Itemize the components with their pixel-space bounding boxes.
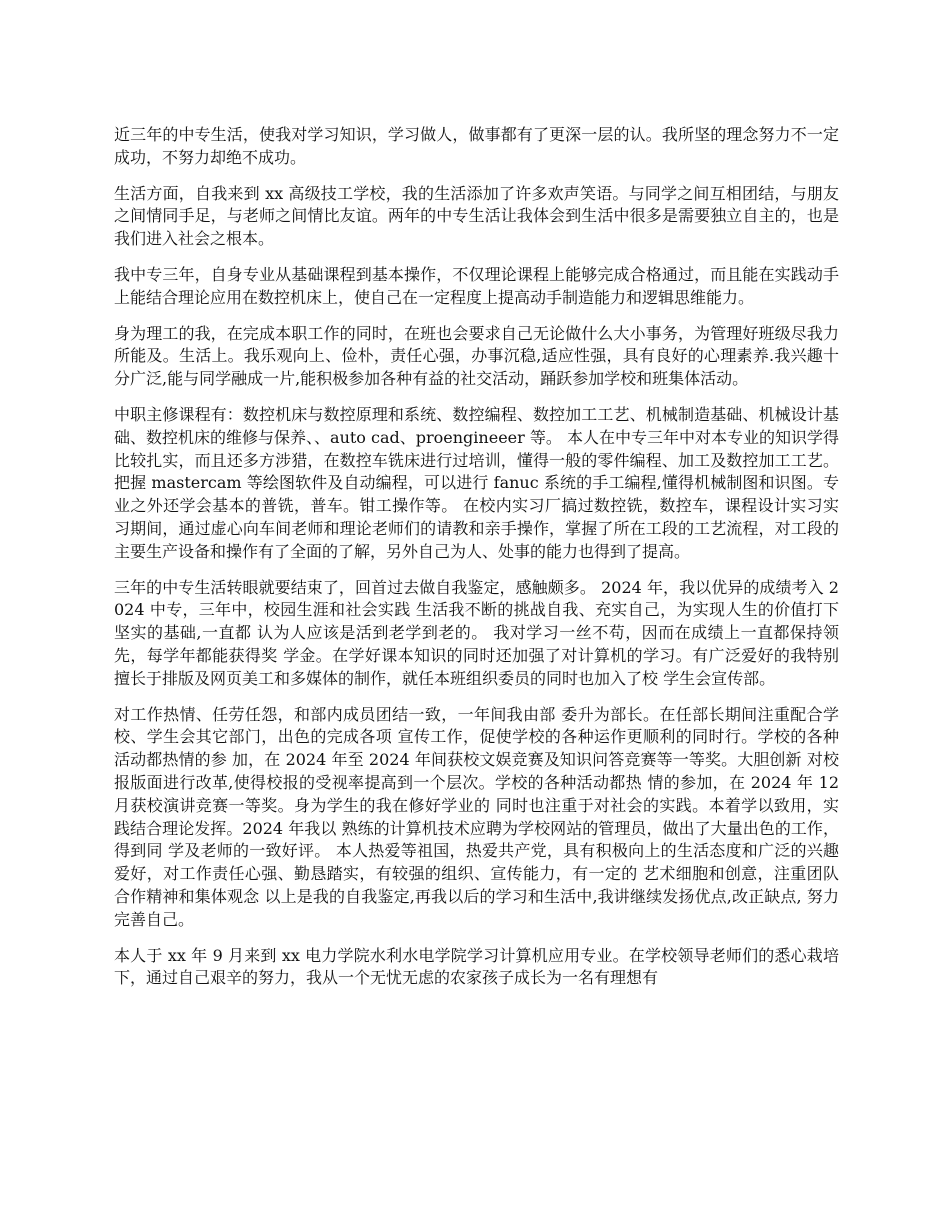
paragraph-2: 生活方面，自我来到 xx 高级技工学校，我的生活添加了许多欢声笑语。与同学之间互相团结，与朋友之间情同手足，与老师之间情比友谊。两年的中专生活让我体会到生活中很多是需要独立自主的，也是我们进入社会之根本。 bbox=[114, 183, 839, 249]
paragraph-3: 我中专三年，自身专业从基础课程到基本操作，不仅理论课程上能够完成合格通过，而且能在实践动手上能结合理论应用在数控机床上，使自己在一定程度上提高动手制造能力和逻辑思维能力。 bbox=[114, 264, 839, 307]
document-page bbox=[114, 124, 839, 1003]
paragraph-7: 对工作热情、任劳任怨，和部内成员团结一致，一年间我由部 委升为部长。在任部长期间注重配合学校、学生会其它部门，出色的完成各项 宣传工作，促使学校的各种运作更顺利的同时行。学校的各种活动都热情的参 加，在 2024 年至 2024 年间获校文娱竞赛及知识问答竞赛等一等奖。大胆创新 对校报版面进行改革,使得校报的受视率提高到一个层次。学校的各种活动都热 情的参加，在 2024 年 12 月获校演讲竞赛一等奖。身为学生的我在修好学业的 同时也注重于对社会的实践。本着学以致用，实践结合理论发挥。2024 年我以 熟练的计算机技术应聘为学校网站的管理员，做出了大量出色的工作，得到同 学及老师的一致好评。 本人热爱等祖国，热爱共产党，具有积极向上的生活态度和广泛的兴趣爱好，对工作责任心强、勤恳踏实，有较强的组织、宣传能力，有一定的 艺术细胞和创意，注重团队合作精神和集体观念 以上是我的自我鉴定,再我以后的学习和生活中,我讲继续发扬优点,改正缺点, 努力完善自己。 bbox=[114, 704, 839, 929]
paragraph-8: 本人于 xx 年 9 月来到 xx 电力学院水利水电学院学习计算机应用专业。在学校领导老师们的悉心栽培下，通过自己艰辛的努力，我从一个无忧无虑的农家孩子成长为一名有理想有 bbox=[114, 945, 839, 988]
paragraph-6: 三年的中专生活转眼就要结束了，回首过去做自我鉴定，感触颇多。 2024 年，我以优异的成绩考入 2024 中专，三年中，校园生涯和社会实践 生活我不断的挑战自我、充实自己，为实现人生的价值打下坚实的基础,一直都 认为人应该是活到老学到老的。 我对学习一丝不苟，因而在成绩上一直都保持领先，每学年都能获得奖 学金。在学好课本知识的同时还加强了对计算机的学习。有广泛爱好的我特别 擅长于排版及网页美工和多媒体的制作，就任本班组织委员的同时也加入了校 学生会宣传部。 bbox=[114, 577, 839, 688]
paragraph-4: 身为理工的我，在完成本职工作的同时，在班也会要求自己无论做什么大小事务，为管理好班级尽我力所能及。生活上。我乐观向上、俭朴，责任心强，办事沉稳,适应性强，具有良好的心理素养.我兴趣十分广泛,能与同学融成一片,能积极参加各种有益的社交活动，踊跃参加学校和班集体活动。 bbox=[114, 323, 839, 389]
paragraph-1: 近三年的中专生活，使我对学习知识，学习做人，做事都有了更深一层的认。我所坚的理念努力不一定成功，不努力却绝不成功。 bbox=[114, 125, 839, 167]
paragraph-5: 中职主修课程有：数控机床与数控原理和系统、数控编程、数控加工工艺、机械制造基础、机械设计基础、数控机床的维修与保养、、auto cad、proengineeer 等。 本人在中专三年中对本专业的知识学得比较扎实，而且还多方涉猎，在数控车铣床进行过培训，懂得一般的零件编程、加工及数控加工工艺。把握 mastercam 等绘图软件及自动编程，可以进行 fanuc 系统的手工编程,懂得机械制图和识图。专业之外还学会基本的普铣，普车。钳工操作等。 在校内实习厂搞过数控铣，数控车，课程设计实习实习期间，通过虚心向车间老师和理论老师们的请教和亲手操作，掌握了所在工段的工艺流程，对工段的主要生产设备和操作有了全面的了解，另外自己为人、处事的能力也得到了提高。 bbox=[114, 404, 839, 561]
